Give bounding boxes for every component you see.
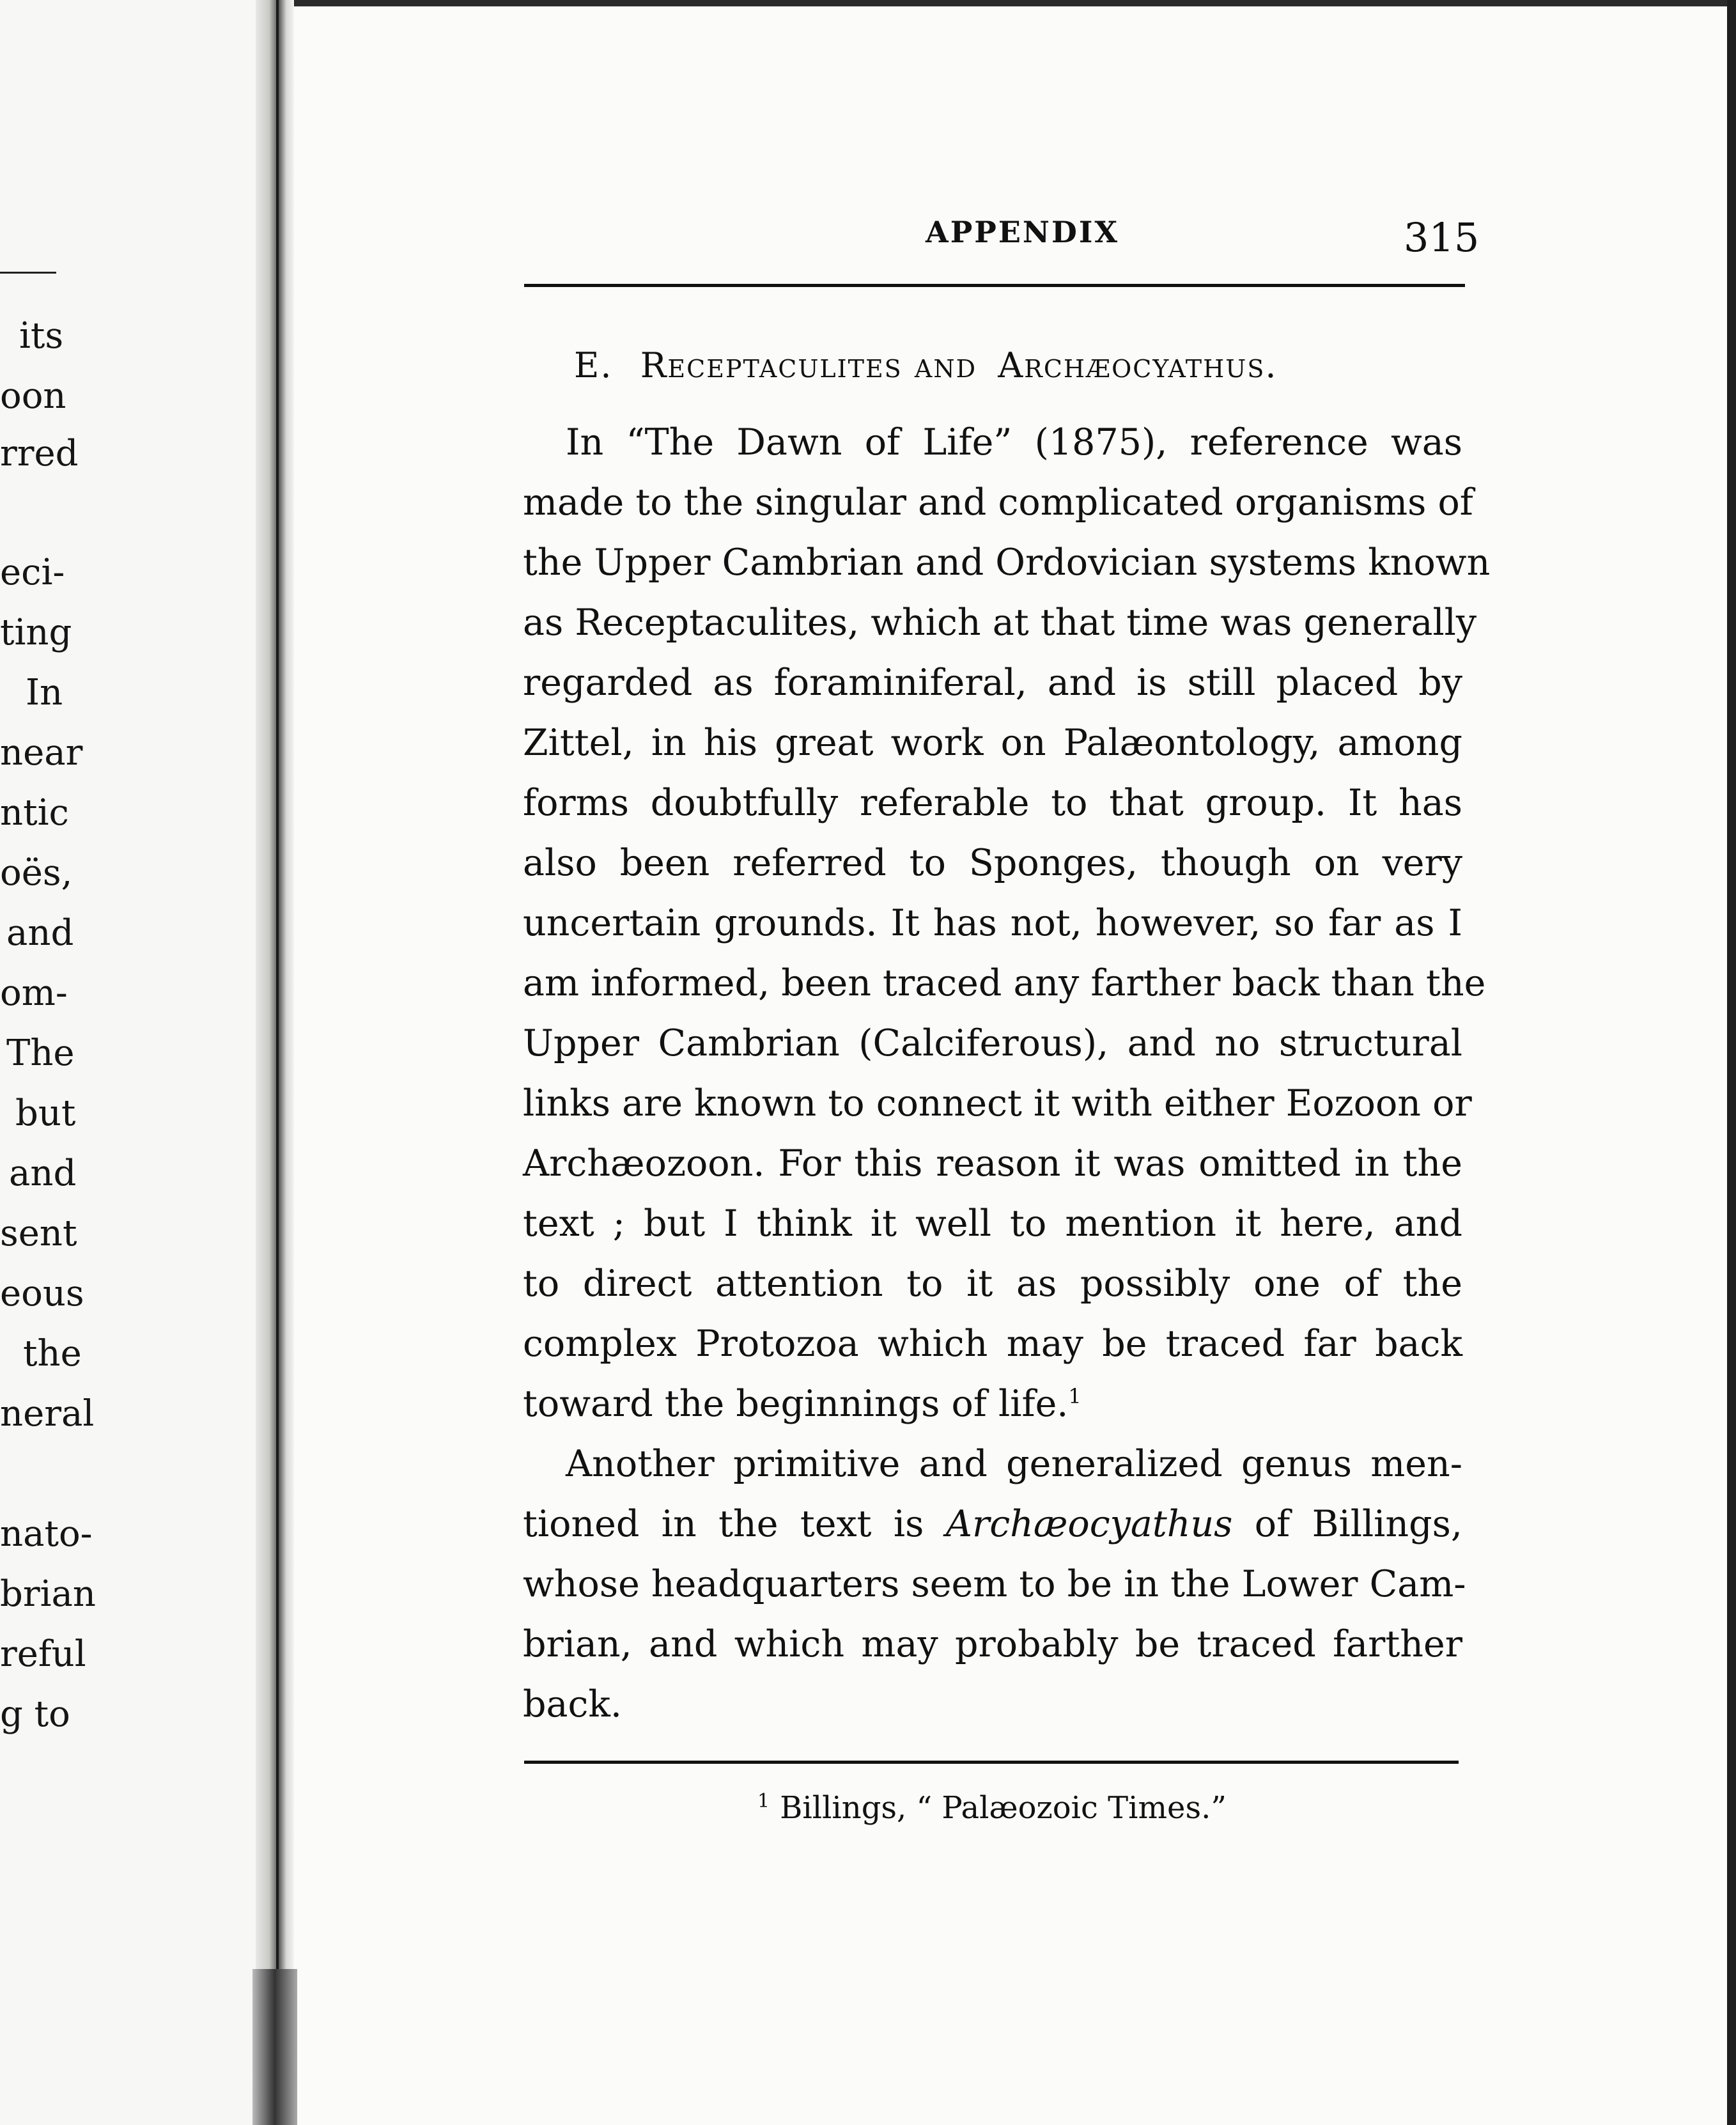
left-fragment: neral xyxy=(0,1393,95,1435)
footnote xyxy=(757,1790,1227,1826)
paragraph1-line: am informed, been traced any farther back than the xyxy=(523,962,1486,1004)
paragraph1-line: Upper Cambrian (Calciferous), and no structural xyxy=(523,1022,1462,1064)
left-fragment: rred xyxy=(0,433,79,474)
section-title-part1: Receptaculites and xyxy=(640,345,977,385)
left-fragment: and xyxy=(9,1153,77,1194)
gutter-shadow xyxy=(252,1969,297,2125)
paragraph1-last-text: toward the beginnings of life. xyxy=(523,1383,1069,1425)
left-fragment: brian xyxy=(0,1573,96,1615)
paragraph1-line: forms doubtfully referable to that group. It has xyxy=(523,782,1462,824)
gutter-edge xyxy=(276,0,279,2125)
paragraph1-line: made to the singular and complicated organisms of xyxy=(523,481,1473,524)
section-title-part2: Archæocyathus. xyxy=(998,345,1278,385)
paragraph1-line: the Upper Cambrian and Ordovician systems known xyxy=(523,541,1491,584)
left-fragment: sent xyxy=(0,1213,77,1254)
paragraph2-line: Another primitive and generalized genus men- xyxy=(566,1443,1462,1485)
left-fragment: but xyxy=(15,1093,76,1134)
paragraph1-line: links are known to connect it with either Eozoon or xyxy=(523,1082,1472,1125)
book-gutter xyxy=(256,0,294,2125)
left-fragment: eci- xyxy=(0,552,65,593)
scan-right-border xyxy=(1727,0,1736,2125)
left-fragment: om- xyxy=(0,972,68,1014)
paragraph1-line: uncertain grounds. It has not, however, so far as I xyxy=(523,902,1462,944)
left-fragment: the xyxy=(23,1333,82,1374)
paragraph1-line: to direct attention to it as possibly one of the xyxy=(523,1263,1462,1305)
paragraph1-line: Zittel, in his great work on Palæontology, among xyxy=(523,722,1462,764)
left-page-rule xyxy=(0,272,56,274)
left-fragment: eous xyxy=(0,1273,84,1314)
paragraph2-line-italic xyxy=(523,1503,1462,1545)
footnote-marker: 1 xyxy=(757,1790,770,1812)
paragraph2-line: whose headquarters seem to be in the Lower Cam- xyxy=(523,1563,1466,1605)
paragraph1-line: also been referred to Sponges, though on very xyxy=(523,842,1462,884)
left-facing-page xyxy=(0,0,268,2125)
paragraph1-last-line xyxy=(523,1383,1462,1425)
section-heading xyxy=(574,345,1278,385)
page-number: 315 xyxy=(1404,214,1480,261)
paragraph2-text: of Billings, xyxy=(1254,1503,1462,1545)
left-fragment: oon xyxy=(0,375,66,417)
running-head: APPENDIX xyxy=(926,215,1120,249)
section-letter: E. xyxy=(574,345,613,385)
paragraph1-line: In “The Dawn of Life” (1875), reference was xyxy=(566,421,1462,463)
paragraph1-line: regarded as foraminiferal, and is still placed by xyxy=(523,662,1462,704)
paragraph2-line: brian, and which may probably be traced farther xyxy=(523,1623,1462,1665)
paragraph1-line: text ; but I think it well to mention it here, and xyxy=(523,1203,1462,1245)
paragraph1-line: Archæozoon. For this reason it was omitted in the xyxy=(523,1142,1462,1185)
genus-name: Archæocyathus xyxy=(945,1503,1233,1545)
left-fragment: reful xyxy=(0,1633,86,1675)
paragraph2-text: tioned in the text is xyxy=(523,1503,924,1545)
left-fragment: The xyxy=(6,1032,75,1074)
left-fragment: its xyxy=(19,315,64,357)
left-fragment: nato- xyxy=(0,1513,93,1555)
paragraph1-line: complex Protozoa which may be traced far back xyxy=(523,1323,1462,1365)
footnote-reference: 1 xyxy=(1068,1384,1081,1408)
footnote-text: Billings, “ Palæozoic Times.” xyxy=(780,1790,1227,1826)
left-fragment: ting xyxy=(0,612,72,653)
header-rule xyxy=(524,284,1465,287)
paragraph2-line: back. xyxy=(523,1683,623,1725)
paragraph1-line: as Receptaculites, which at that time was generally xyxy=(523,602,1477,644)
left-fragment: g to xyxy=(0,1693,70,1735)
left-fragment: near xyxy=(0,732,83,774)
footnote-rule xyxy=(524,1761,1459,1764)
left-fragment: and xyxy=(6,912,74,954)
left-fragment: In xyxy=(26,672,63,713)
left-fragment: oës, xyxy=(0,852,73,894)
left-fragment: ntic xyxy=(0,792,69,834)
